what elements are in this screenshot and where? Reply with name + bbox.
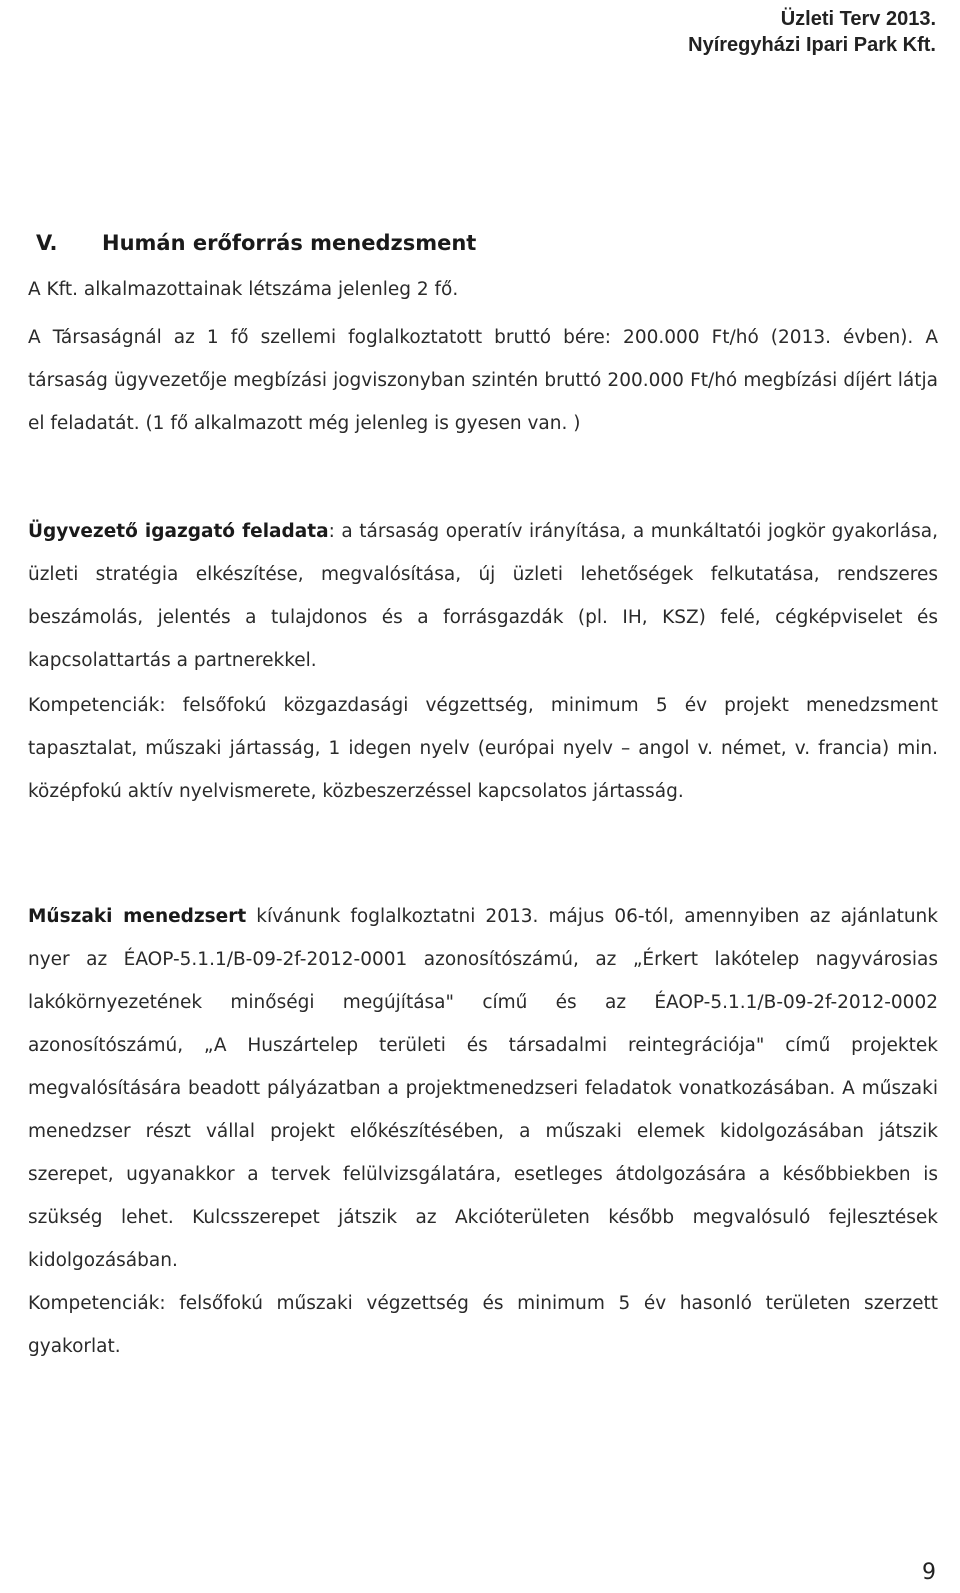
tech-competencies-paragraph: Kompetenciák: felsőfokú műszaki végzettség és minimum 5 év hasonló területen szerzett gyakorlat. [28, 1293, 938, 1357]
tech-manager-paragraph [28, 895, 938, 1282]
gm-duties-label: Ügyvezető igazgató feladata [28, 521, 329, 542]
gm-duties-text: : a társaság operatív irányítása, a munkáltatói jogkör gyakorlása, üzleti stratégia elkészítése, megvalósítása, új üzleti lehetőségek felkutatása, rendszeres beszámolás, jelentés a tulajdonos és a forrásgazdák (pl. IH, KSZ) felé, cégképviselet és kapcsolattartás a partnerekkel. [28, 521, 938, 671]
headcount-paragraph: A Kft. alkalmazottainak létszáma jelenleg 2 fő. [28, 279, 459, 300]
page-header [688, 6, 936, 58]
tech-manager-label: Műszaki menedzsert [28, 906, 247, 927]
gm-competencies-paragraph: Kompetenciák: felsőfokú közgazdasági végzettség, minimum 5 év projekt menedzsment tapasztalat, műszaki jártasság, 1 idegen nyelv (európai nyelv – angol v. német, v. francia) min. középfokú aktív nyelvismerete, közbeszerzéssel kapcsolatos jártasság. [28, 695, 938, 802]
tech-manager-text: kívánunk foglalkoztatni 2013. május 06-tól, amennyiben az ajánlatunk nyer az ÉAOP-5.1.1/B-09-2f-2012-0001 azonosítószámú, az „Érkert lakótelep nagyvárosias lakókörnyezetének minőségi megújítása" című és az ÉAOP-5.1.1/B-09-2f-2012-0002 azonosítószámú, „A Huszártelep területi és társadalmi reintegrációja" című projektek megvalósítására beadott pályázatban a projektmenedzseri feladatok vonatkozásában. A műszaki menedzser részt vállal projekt előkészítésében, a műszaki elemek kidolgozásában játszik szerepet, ugyanakkor a tervek felülvizsgálatára, esetleges átdolgozására a későbbiekben is szükség lehet. Kulcsszerepet játszik az Akcióterületen később megvalósuló fejlesztések kidolgozásában. [28, 906, 938, 1271]
section-title: Humán erőforrás menedzsment [102, 231, 477, 255]
document-body [28, 228, 938, 1368]
gm-duties-paragraph [28, 510, 938, 682]
page-number: 9 [922, 1560, 936, 1585]
salary-paragraph: A Társaságnál az 1 fő szellemi foglalkoztatott bruttó bére: 200.000 Ft/hó (2013. évben). A társaság ügyvezetője megbízási jogviszonyban szintén bruttó 200.000 Ft/hó megbízási díjért látja el feladatát. (1 fő alkalmazott még jelenleg is gyesen van. ) [28, 327, 938, 434]
header-company: Nyíregyházi Ipari Park Kft. [688, 34, 936, 56]
header-title: Üzleti Terv 2013. [780, 8, 936, 30]
section-number: V. [36, 231, 58, 255]
section-heading [36, 228, 938, 258]
